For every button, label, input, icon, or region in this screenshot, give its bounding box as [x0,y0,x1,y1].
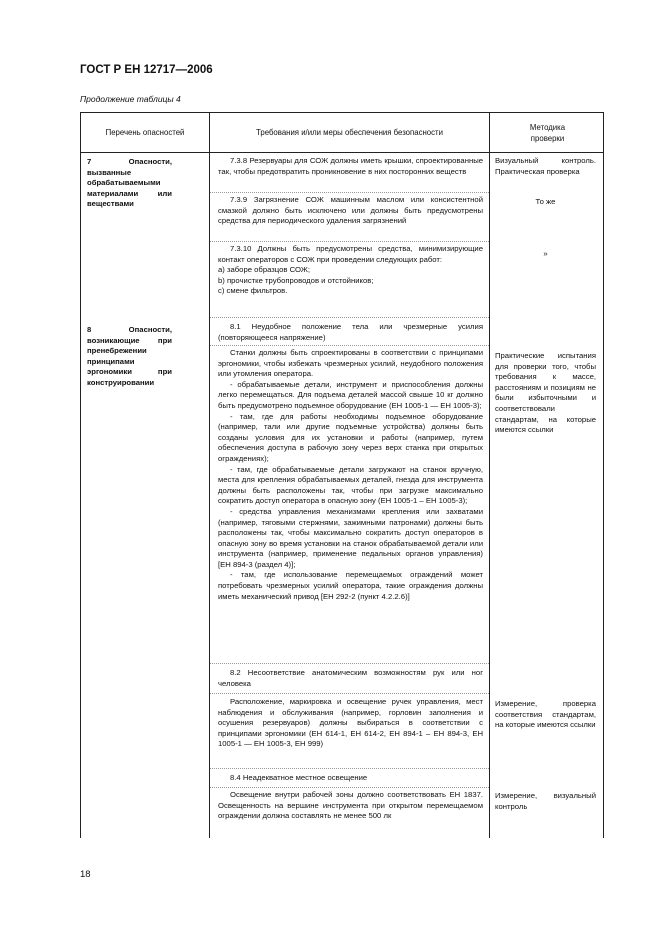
header-hazards: Перечень опасностей [105,128,185,137]
hazard-7: 7 Опасности, вызванные обрабатываемыми материалами или веществами [87,157,172,209]
requirement-7-3-10 [218,244,483,297]
requirement-item: b) прочистке трубопроводов и отстойников; [218,275,374,285]
requirement-8-2 [218,697,483,750]
method-7-3-10: » [543,249,548,258]
requirement-text: Станки должны быть спроектированы в соответствии с принципами эргономики, чтобы избежать чрезмерных усилий, неудобного положения или утомления оператора. [218,348,483,379]
document-code: ГОСТ Р ЕН 12717—2006 [80,64,213,76]
column-divider [209,113,210,838]
table-caption: Продолжение таблицы 4 [80,94,181,104]
header-method [490,113,605,152]
header-method-line1: Методика [529,122,566,132]
requirement-8-4 [218,790,483,822]
method-8-4: Измерение, визуальный контроль [495,791,596,811]
row-separator [210,317,489,318]
requirement-text: Расположение, маркировка и освещение ручек управления, мест наблюдения и обслуживания (например, горловин заполнения и осушения резервуаров) должны выбираться в соответствии с принципами эргономики (ЕН 614-1, ЕН 614-2, ЕН 894-1 – ЕН 894-3, ЕН 1005-1 — ЕН 1005-3, ЕН 999) [218,697,483,749]
method-7-3-8: Визуальный контроль. Практическая проверка [495,156,596,176]
requirement-text: - там, где использование перемещаемых ограждений может потребовать чрезмерных усилий оператора, такие ограждения должны иметь механический привод [ЕН 292-2 (пункт 4.2.2.6)] [218,570,483,601]
method-8-1: Практические испытания для проверки того, чтобы требования к массе, расстояниям и позициям не были избыточными и соответствовали стандартам, на которые имеются ссылки [495,351,596,435]
requirement-text: - средства управления механизмами крепления или захватами (например, тяговыми стержнями, зажимными патронами) должны быть расположены так, чтобы максимально сократить доступ операторов в опасную зону во время установки на станок обрабатываемой детали или инструмента (например, применение педальных органов управления) [ЕН 894-3 (раздел 4)]; [218,506,483,569]
requirement-text: 7.3.8 Резервуары для СОЖ должны иметь крышки, спроектированные так, чтобы предотвратить проникновение в них посторонних веществ [218,156,483,176]
header-divider [81,152,603,153]
row-separator [210,693,489,694]
requirement-text: 8.4 Неадекватное местное освещение [230,773,368,782]
requirement-7-3-8 [218,156,483,177]
requirement-text: 7.3.9 Загрязнение СОЖ машинным маслом или консистентной смазкой должно быть исключено или должны быть предусмотрены средства для периодического удаления загрязнений [218,195,483,226]
requirement-item: а) заборе образцов СОЖ; [218,265,311,275]
header-requirements: Требования и/или меры обеспечения безопасности [256,128,443,137]
method-7-3-9: То же [535,197,556,206]
row-separator [210,663,489,664]
row-separator [210,768,489,769]
requirement-text: Освещение внутри рабочей зоны должно соответствовать ЕН 1837. Освещенность на вершине инструмента при открытом перемещаемом ограждении должна составлять не менее 500 лк [218,790,483,821]
requirement-8-2-title [218,668,483,689]
requirement-8-4-title [218,773,483,784]
row-separator [210,345,489,346]
requirement-text: - там, где обрабатываемые детали загружают на станок вручную, места для крепления обрабатываемых деталей, гнезда для инструмента должны быть расположены так, чтобы при загрузке максимально сократить доступ оператора в опасную зону (ЕН 1005-1 – ЕН 1005-3); [218,464,483,506]
row-separator [210,787,489,788]
row-separator [210,241,489,242]
requirement-8-1-title [218,322,483,343]
requirement-text: 7.3.10 Должны быть предусмотрены средства, минимизирующие контакт операторов с СОЖ при проведении следующих работ: [218,244,483,264]
method-8-2: Измерение, проверка соответствия стандартам, на которые имеются ссылки [495,699,596,730]
requirement-text: - там, где для работы необходимы подъемное оборудование (например, тали или другие подъемные устройства) должны быть созданы условия для их установки и работы (например, путем обеспечения доступа в рабочую зону через верх станка при открытых ограждениях); [218,411,483,463]
header-method-line2: проверки [530,133,565,143]
requirement-text: 8.1 Неудобное положение тела или чрезмерные усилия (повторяющееся напряжение) [218,322,483,342]
hazard-8: 8 Опасности, возникающие при пренебрежении принципами эргономики при конструировании [87,325,172,387]
column-divider [489,113,490,838]
requirement-7-3-9 [218,195,483,227]
hazards-table [80,112,604,838]
requirement-item: с) смене фильтров. [218,286,288,296]
requirement-text: - обрабатываемые детали, инструмент и приспособления должны легко перемещаться. Для подъема деталей массой свыше 10 кг должно быть предусмотрено подъемное оборудование (ЕН 1005-1 — ЕН 1005-3); [218,379,483,410]
requirement-8-1 [218,348,483,602]
row-separator [210,192,489,193]
page-number: 18 [80,869,91,880]
requirement-text: 8.2 Несоответствие анатомическим возможностям рук или ног человека [218,668,483,688]
